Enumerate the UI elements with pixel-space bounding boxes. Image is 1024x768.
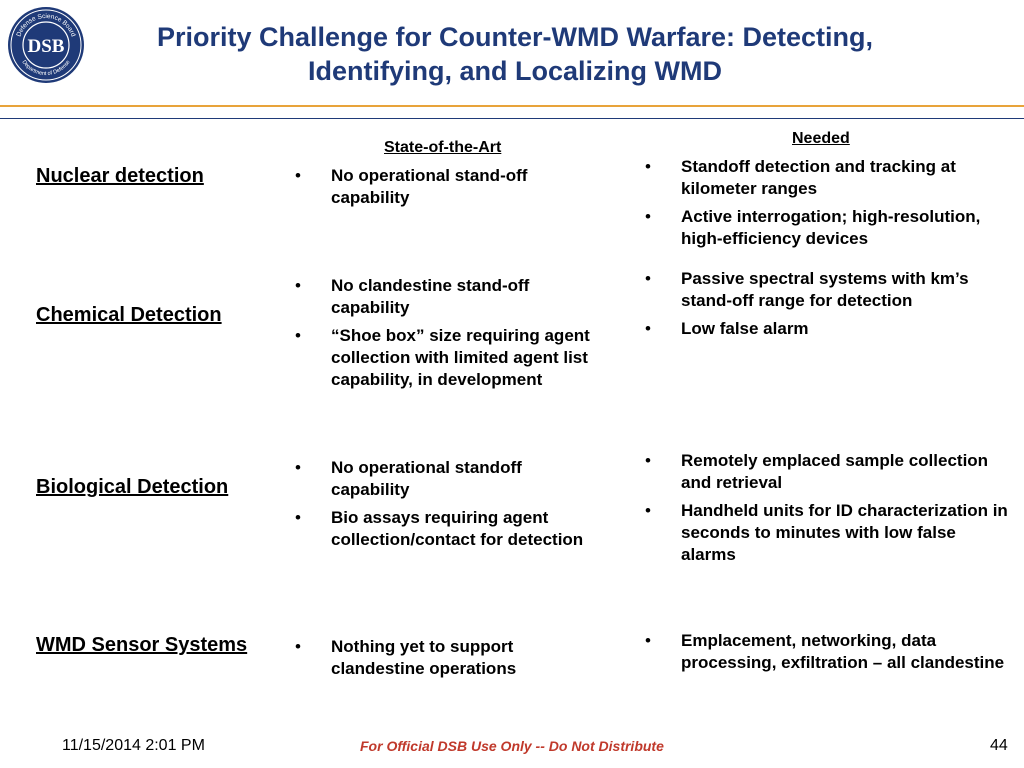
header-divider (0, 118, 1024, 119)
list-item: • Standoff detection and tracking at kilometer ranges (643, 156, 1013, 200)
state-list-wmd-sensor-systems (293, 636, 603, 686)
list-item: • Active interrogation; high-resolution, high-efficiency devices (643, 206, 1013, 250)
dsb-seal-logo (6, 5, 86, 85)
row-label-nuclear: Nuclear detection (36, 165, 204, 187)
state-list-nuclear (293, 165, 603, 215)
column-heading-needed: Needed (792, 130, 850, 147)
list-item: • Handheld units for ID characterization in seconds to minutes with low false alarms (643, 500, 1013, 566)
header-divider-accent (0, 105, 1024, 107)
footer-classification: For Official DSB Use Only -- Do Not Distribute (360, 738, 664, 754)
slide-title-line2: Identifying, and Localizing WMD (308, 56, 722, 86)
seal-text-center: DSB (27, 36, 65, 57)
seal-text-bottom: Department of Defense (20, 59, 72, 78)
column-heading-state-of-the-art: State-of-the-Art (384, 139, 502, 156)
slide-title (110, 20, 920, 88)
row-label-wmd-sensor-systems: WMD Sensor Systems (36, 634, 248, 656)
row-label-biological: Biological Detection (36, 476, 229, 498)
seal-text-top: Defense Science Board (15, 12, 77, 38)
slide-title-line1: Priority Challenge for Counter-WMD Warfare: Detecting, (156, 22, 874, 52)
footer-date: 11/15/2014 2:01 PM (62, 737, 205, 754)
list-item: • No operational stand-off capability (293, 165, 603, 209)
footer-page-number: 44 (990, 737, 1008, 754)
needed-list-biological (643, 450, 1013, 572)
row-label-chemical: Chemical Detection (36, 304, 222, 326)
needed-list-wmd-sensor-systems (643, 630, 1013, 680)
needed-list-chemical (643, 268, 1013, 346)
list-item: • Emplacement, networking, data processing, exfiltration – all clandestine (643, 630, 1013, 674)
list-item: • No operational standoff capability (293, 457, 603, 501)
list-item: • No clandestine stand-off capability (293, 275, 603, 319)
state-list-biological (293, 457, 603, 557)
needed-list-nuclear (643, 156, 1013, 256)
list-item: • Passive spectral systems with km’s stand-off range for detection (643, 268, 1013, 312)
list-item: • Nothing yet to support clandestine operations (293, 636, 603, 680)
list-item: • “Shoe box” size requiring agent collection with limited agent list capability, in development (293, 325, 603, 391)
list-item: • Bio assays requiring agent collection/contact for detection (293, 507, 603, 551)
state-list-chemical (293, 275, 603, 397)
list-item: • Low false alarm (643, 318, 1013, 340)
list-item: • Remotely emplaced sample collection and retrieval (643, 450, 1013, 494)
